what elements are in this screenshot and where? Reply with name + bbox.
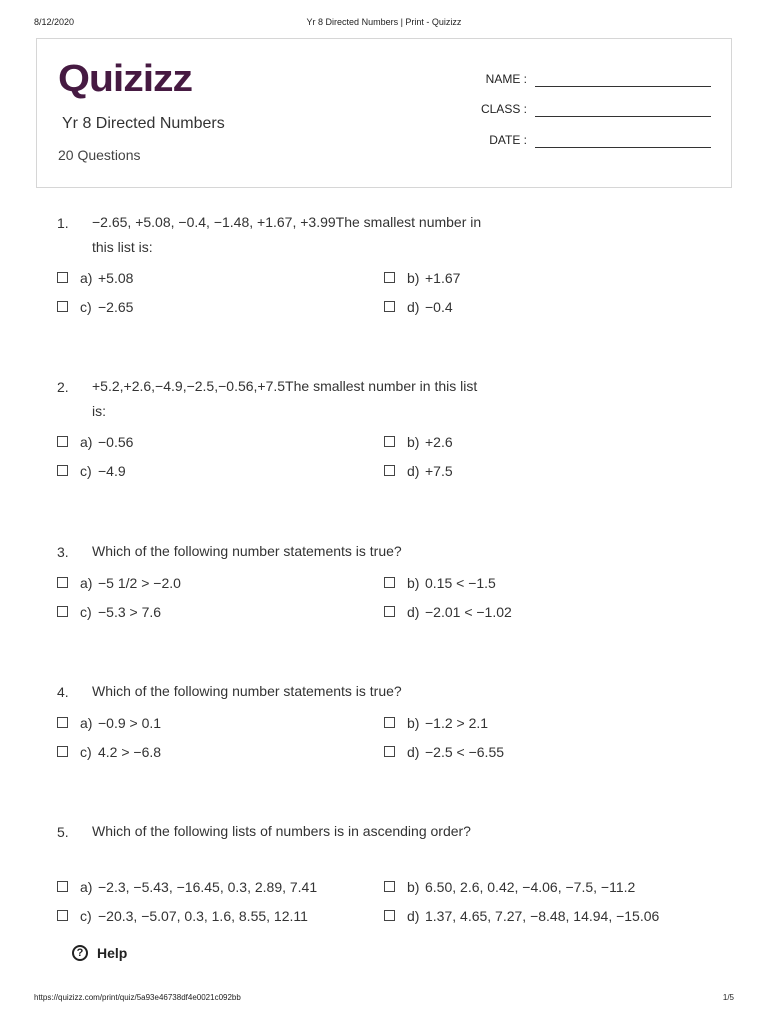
option-text: −2.01 < −1.02 <box>425 604 512 620</box>
checkbox[interactable] <box>384 910 395 921</box>
option-letter: c) <box>80 908 92 924</box>
quiz-title: Yr 8 Directed Numbers <box>62 115 225 132</box>
option-letter: c) <box>80 604 92 620</box>
question-number: 2. <box>57 379 69 395</box>
question-text: Which of the following number statements is true? <box>92 543 402 559</box>
help-label: Help <box>97 945 128 961</box>
option-letter: a) <box>80 434 93 450</box>
option-text: +5.08 <box>98 270 134 286</box>
option-text: −0.56 <box>98 434 134 450</box>
option-text: −2.3, −5.43, −16.45, 0.3, 2.89, 7.41 <box>98 879 318 895</box>
option-text: −5.3 > 7.6 <box>98 604 162 620</box>
checkbox[interactable] <box>384 465 395 476</box>
name-line <box>535 86 711 87</box>
option-text: 0.15 < −1.5 <box>425 575 496 591</box>
option-text: −5 1/2 > −2.0 <box>98 575 181 591</box>
name-label: NAME : <box>485 72 527 86</box>
print-footer <box>0 993 768 1005</box>
checkbox[interactable] <box>384 606 395 617</box>
class-line <box>535 116 711 117</box>
option-text: +1.67 <box>425 270 461 286</box>
page-number: 1/5 <box>722 993 734 1002</box>
checkbox[interactable] <box>384 272 395 283</box>
quiz-header-card <box>36 38 732 188</box>
date-field[interactable] <box>483 133 723 153</box>
option-letter: a) <box>80 715 93 731</box>
checkbox[interactable] <box>57 301 68 312</box>
option-text: −4.9 <box>98 463 126 479</box>
question-text: +5.2,+2.6,−4.9,−2.5,−0.56,+7.5The smallest number in this list is: <box>92 378 478 419</box>
checkbox[interactable] <box>384 436 395 447</box>
checkbox[interactable] <box>384 717 395 728</box>
option-letter: b) <box>407 879 420 895</box>
option-letter: c) <box>80 463 92 479</box>
checkbox[interactable] <box>57 717 68 728</box>
class-label: CLASS : <box>480 102 527 116</box>
question-count: 20 Questions <box>58 147 141 163</box>
question-number: 4. <box>57 684 69 700</box>
option-text: −0.4 <box>425 299 453 315</box>
option-text: −1.2 > 2.1 <box>425 715 489 731</box>
print-date: 8/12/2020 <box>34 17 75 27</box>
option-letter: b) <box>407 270 420 286</box>
checkbox[interactable] <box>57 577 68 588</box>
question-text: −2.65, +5.08, −0.4, −1.48, +1.67, +3.99The smallest number in this list is: <box>92 214 482 255</box>
option-text: 4.2 > −6.8 <box>98 744 162 760</box>
checkbox[interactable] <box>57 465 68 476</box>
question-number: 5. <box>57 824 69 840</box>
option-text: −20.3, −5.07, 0.3, 1.6, 8.55, 12.11 <box>98 908 308 924</box>
option-text: −2.65 <box>98 299 134 315</box>
print-title: Yr 8 Directed Numbers | Print - Quizizz <box>306 17 462 27</box>
option-letter: b) <box>407 434 420 450</box>
date-line <box>535 147 711 148</box>
class-field[interactable] <box>480 102 723 122</box>
checkbox[interactable] <box>384 881 395 892</box>
question-number: 3. <box>57 544 69 560</box>
question-text: Which of the following lists of numbers is in ascending order? <box>92 823 471 839</box>
question-circle-icon: ? <box>72 945 88 961</box>
option-letter: d) <box>407 744 420 760</box>
checkbox[interactable] <box>384 301 395 312</box>
checkbox[interactable] <box>384 746 395 757</box>
question-number: 1. <box>57 215 69 231</box>
option-letter: d) <box>407 299 420 315</box>
checkbox[interactable] <box>57 910 68 921</box>
option-text: 6.50, 2.6, 0.42, −4.06, −7.5, −11.2 <box>425 879 636 895</box>
option-letter: d) <box>407 463 420 479</box>
svg-text:Quizizz: Quizizz <box>58 58 192 100</box>
option-letter: a) <box>80 575 93 591</box>
option-letter: c) <box>80 744 92 760</box>
page-url: https://quizizz.com/print/quiz/5a93e46738df4e0021c092bb <box>34 993 241 1002</box>
option-letter: b) <box>407 575 420 591</box>
date-label: DATE : <box>489 133 527 147</box>
option-text: 1.37, 4.65, 7.27, −8.48, 14.94, −15.06 <box>425 908 660 924</box>
checkbox[interactable] <box>57 746 68 757</box>
option-letter: a) <box>80 270 93 286</box>
question-text: Which of the following number statements is true? <box>92 683 402 699</box>
quizizz-logo <box>58 57 198 101</box>
checkbox[interactable] <box>57 436 68 447</box>
print-header <box>0 17 768 31</box>
option-letter: d) <box>407 604 420 620</box>
checkbox[interactable] <box>384 577 395 588</box>
option-letter: c) <box>80 299 92 315</box>
option-text: +2.6 <box>425 434 453 450</box>
option-letter: d) <box>407 908 420 924</box>
option-letter: b) <box>407 715 420 731</box>
name-field[interactable] <box>483 72 723 92</box>
option-text: −2.5 < −6.55 <box>425 744 505 760</box>
checkbox[interactable] <box>57 272 68 283</box>
option-text: +7.5 <box>425 463 453 479</box>
option-text: −0.9 > 0.1 <box>98 715 162 731</box>
checkbox[interactable] <box>57 606 68 617</box>
checkbox[interactable] <box>57 881 68 892</box>
option-letter: a) <box>80 879 93 895</box>
